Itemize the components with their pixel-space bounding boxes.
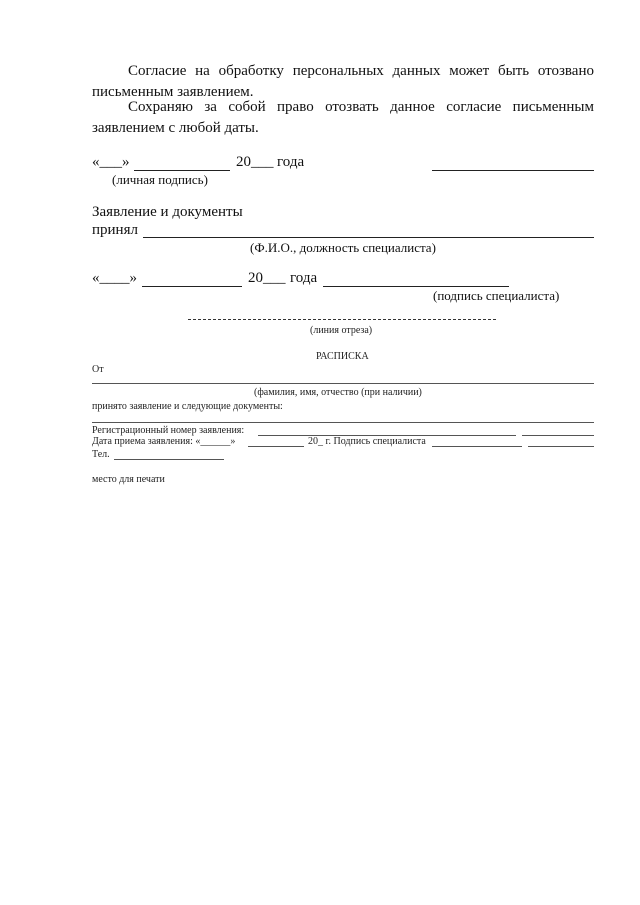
acceptance-year-suffix: года — [290, 270, 318, 286]
acceptance-signature-caption: (подпись специалиста) — [433, 288, 560, 303]
applicant-signature-line — [432, 170, 594, 171]
acceptance-accepted-label: принял — [92, 222, 138, 238]
applicant-signature-caption: (личная подпись) — [112, 172, 208, 187]
receipt-phone-line — [114, 459, 224, 460]
applicant-month-line — [134, 170, 230, 171]
receipt-year-text: 20_ г. Подпись специалиста — [308, 436, 426, 447]
acceptance-heading: Заявление и документы — [92, 204, 243, 220]
receipt-date-label: Дата приема заявления: «______» — [92, 436, 236, 447]
receipt-signature-extra-line — [528, 446, 594, 447]
consent-reserve-paragraph: Сохраняю за собой право отозвать данное согласие письменным заявлением с любой даты. — [92, 99, 594, 136]
acceptance-year-prefix: 20___ — [248, 270, 286, 286]
consent-revoke-paragraph: Согласие на обработку персональных данных может быть отозвано письменным заявлением. — [92, 63, 594, 100]
receipt-title: РАСПИСКА — [316, 351, 369, 362]
acceptance-name-line — [143, 237, 594, 238]
applicant-date-open: «___» — [92, 154, 130, 170]
receipt-name-caption: (фамилия, имя, отчество (при наличии) — [254, 387, 422, 398]
acceptance-signature-line — [323, 286, 509, 287]
receipt-accepted-docs: принято заявление и следующие документы: — [92, 401, 283, 412]
receipt-stamp-place: место для печати — [92, 474, 165, 485]
acceptance-name-caption: (Ф.И.О., должность специалиста) — [250, 240, 436, 255]
receipt-phone-label: Тел. — [92, 449, 110, 460]
cut-line — [188, 319, 496, 320]
receipt-from-line — [92, 383, 594, 384]
cut-line-caption: (линия отреза) — [310, 325, 373, 336]
receipt-reg-extra-line — [522, 435, 594, 436]
receipt-docs-line — [92, 422, 594, 423]
receipt-month-line — [248, 446, 304, 447]
receipt-from-label: От — [92, 364, 104, 375]
acceptance-date-open: «____» — [92, 270, 137, 286]
receipt-reg-number-label: Регистрационный номер заявления: — [92, 425, 245, 436]
receipt-signature-line — [432, 446, 522, 447]
acceptance-month-line — [142, 286, 242, 287]
applicant-year-prefix: 20___ — [236, 154, 274, 170]
applicant-year-suffix: года — [277, 154, 305, 170]
